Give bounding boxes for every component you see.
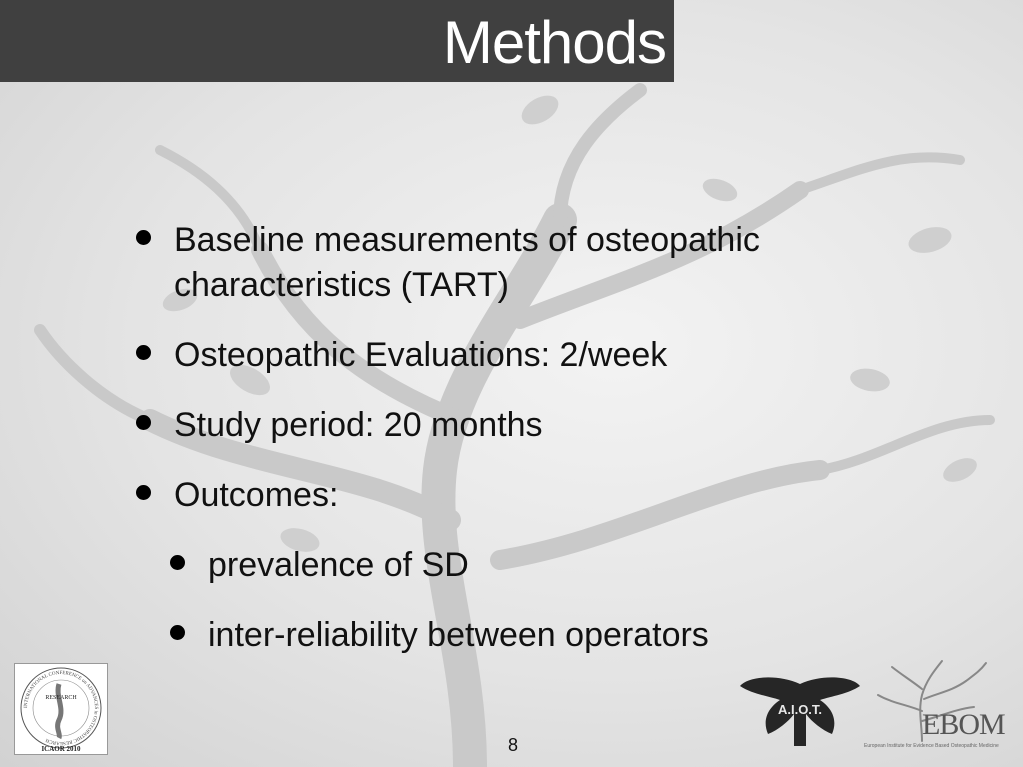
bullet-dot-icon	[136, 345, 151, 360]
bullet-text-line: Baseline measurements of osteopathic	[174, 221, 760, 259]
title-bar	[0, 0, 674, 82]
aiot-logo	[738, 674, 862, 750]
bullet-item	[130, 473, 910, 518]
bullet-text: Osteopathic Evaluations: 2/week	[174, 336, 668, 374]
bullet-item	[130, 403, 910, 448]
bullet-dot-icon	[136, 230, 151, 245]
icaor-logo	[14, 663, 108, 755]
bullet-item	[130, 333, 910, 378]
bullet-dot-icon	[170, 555, 185, 570]
bullet-text: Study period: 20 months	[174, 406, 543, 444]
ebom-logo	[862, 655, 1012, 753]
bullet-text: prevalence of SD	[208, 546, 469, 584]
slide-title: Methods	[442, 9, 666, 76]
bullet-text: Outcomes:	[174, 476, 339, 514]
page-number: 8	[507, 735, 518, 755]
sub-bullet-item	[130, 543, 910, 588]
icaor-label: ICAOR 2010	[41, 745, 81, 753]
ebom-label: EBOM	[922, 708, 1005, 741]
bullet-item	[130, 218, 910, 308]
bullet-dot-icon	[136, 485, 151, 500]
icaor-ring-text: INTERNATIONAL CONFERENCE on ADVANCES in OSTEOPATHIC RESEARCH	[23, 670, 99, 746]
bullet-dot-icon	[136, 415, 151, 430]
ebom-subtitle: European Institute for Evidence Based Osteopathic Medicine	[864, 743, 999, 749]
bullet-list	[130, 218, 910, 683]
icaor-center-text: RESEARCH	[45, 695, 77, 701]
aiot-label: A.I.O.T.	[777, 702, 823, 717]
sub-bullet-item	[130, 613, 910, 658]
bullet-dot-icon	[170, 625, 185, 640]
bullet-text: inter-reliability between operators	[208, 616, 709, 654]
bullet-text-line: characteristics (TART)	[174, 266, 510, 304]
icaor-emblem-icon	[15, 664, 107, 754]
